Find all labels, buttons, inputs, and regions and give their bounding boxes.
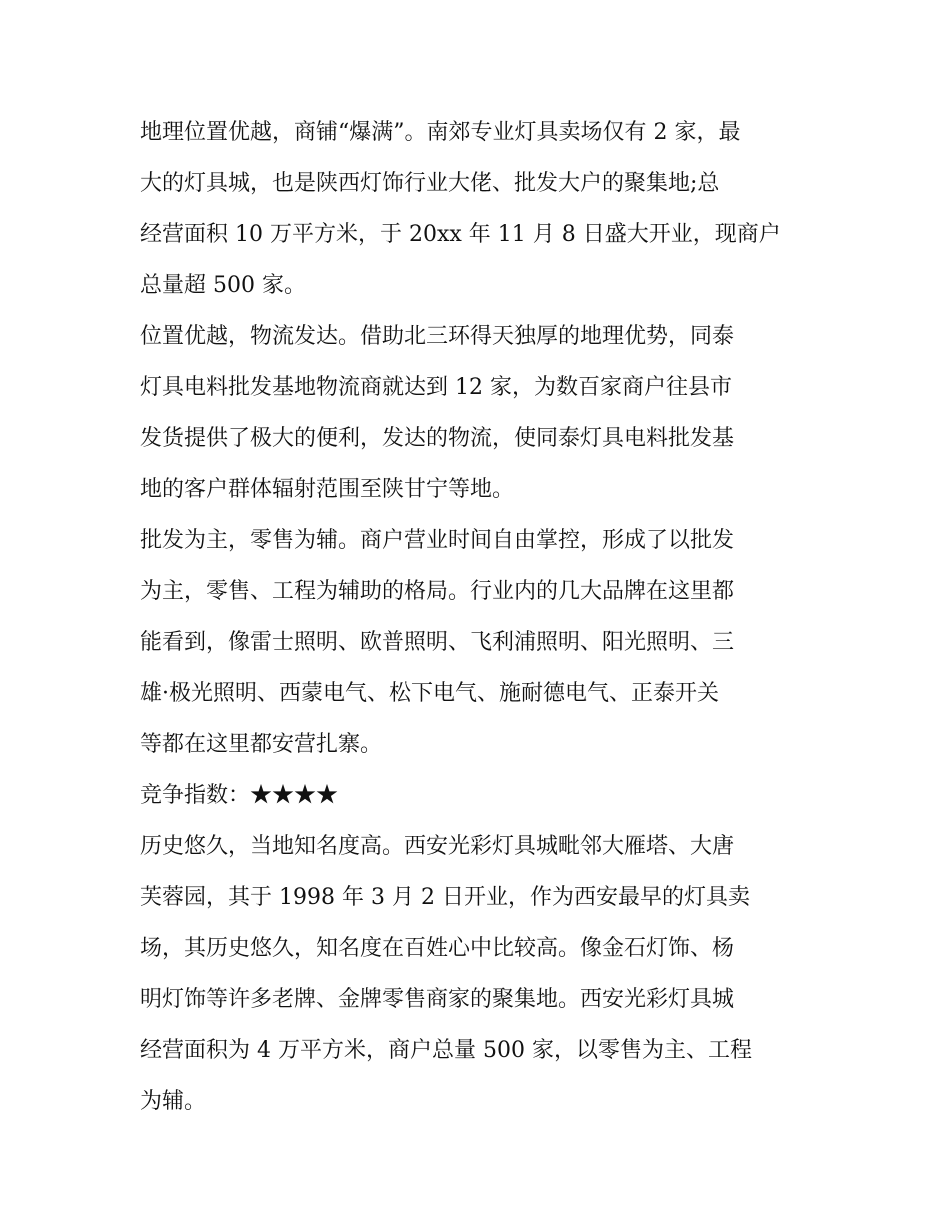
text-line: 为辅。 (140, 1089, 207, 1114)
text-line: 经营面积为 4 万平方米，商户总量 500 家，以零售为主、工程 (140, 1038, 752, 1063)
text-line: 为主，零售、工程为辅助的格局。行业内的几大品牌在这里都 (140, 579, 735, 604)
text-line: 明灯饰等许多老牌、金牌零售商家的聚集地。西安光彩灯具城 (140, 987, 735, 1012)
paragraph-history (140, 821, 820, 1127)
text-line: 等都在这里都安营扎寨。 (140, 732, 383, 757)
text-line: 场，其历史悠久，知名度在百姓心中比较高。像金石灯饰、杨 (140, 936, 735, 961)
competition-index-label: 竞争指数： (140, 783, 251, 808)
competition-rating-stars: ★★★★ (250, 783, 339, 808)
text-line: 总量超 500 家。 (140, 273, 306, 298)
text-line: 雄·极光照明、西蒙电气、松下电气、施耐德电气、正泰开关 (140, 681, 719, 706)
text-line: 灯具电料批发基地物流商就达到 12 家，为数百家商户往县市 (140, 375, 732, 400)
text-line: 历史悠久，当地知名度高。西安光彩灯具城毗邻大雁塔、大唐 (140, 834, 735, 859)
text-line: 能看到，像雷士照明、欧普照明、飞利浦照明、阳光照明、三 (140, 630, 735, 655)
competition-index (140, 770, 820, 821)
text-line: 地理位置优越，商铺“爆满”。南郊专业灯具卖场仅有 2 家，最 (140, 120, 741, 145)
text-line: 芙蓉园，其于 1998 年 3 月 2 日开业，作为西安最早的灯具卖 (140, 885, 750, 910)
text-line: 大的灯具城，也是陕西灯饰行业大佬、批发大户的聚集地;总 (140, 171, 720, 196)
paragraph-wholesale (140, 515, 820, 770)
paragraph-logistics (140, 311, 820, 515)
text-line: 批发为主，零售为辅。商户营业时间自由掌控，形成了以批发 (140, 528, 735, 553)
document-body (140, 107, 820, 1127)
text-line: 位置优越，物流发达。借助北三环得天独厚的地理优势，同泰 (140, 324, 735, 349)
text-line: 地的客户群体辐射范围至陕甘宁等地。 (140, 477, 515, 502)
paragraph-location-advantage (140, 107, 820, 311)
text-line: 经营面积 10 万平方米，于 20xx 年 11 月 8 日盛大开业，现商户 (140, 222, 781, 247)
text-line: 发货提供了极大的便利，发达的物流，使同泰灯具电料批发基 (140, 426, 735, 451)
